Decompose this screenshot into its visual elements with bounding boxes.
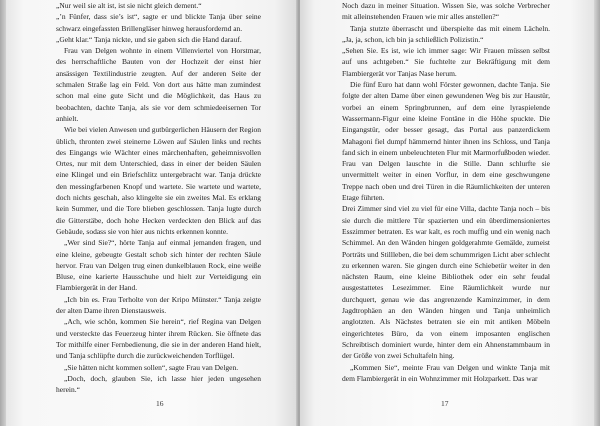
paragraph: „Sehen Sie. Es ist, wie ich immer sage: Wir Frauen müssen selbst auf uns achtgeben.“ Sie fuchtelte zur Bekräftigung mit dem Flambiergerät vor Tanjas Nase herum. — [342, 46, 550, 78]
page-number-right: 17 — [441, 399, 449, 408]
paragraph: „Nur weil sie alt ist, ist sie nicht gleich dement.“ — [56, 1, 202, 10]
right-page — [300, 0, 594, 426]
paragraph: „Doch, doch, glauben Sie, ich lasse hier jeden ungesehen herein.“ — [56, 373, 261, 395]
paragraph: „Kommen Sie“, meinte Frau van Delgen und winkte Tanja mit dem Flambiergerät in ein Wohnzimmer mit Holzparkett. Das war — [342, 362, 550, 383]
paragraph: „’n Fünfer, dass sie’s ist“, sagte er und blickte Tanja über seine schwarz eingefassten Brillengläser hinweg herausfordernd an. — [56, 12, 261, 33]
paragraph: Frau van Delgen wohnte in einem Villenviertel von Horstmar, des herrschaftliche Bauten von der Hochzeit der einst hier ansässigen Textilindustrie zeugten. Auf der anderen Seite der schmalen Straße lag ein Feld. Von dort aus hätte man zumindest schon mal eine gute Sicht und die Möglichkeit, das Haus zu beobachten, dachte Tanja, als sie vor dem schmiedeeisernen Tor anhielt. — [56, 46, 261, 123]
paragraph: „Geht klar.“ Tanja nickte, und sie gaben sich die Hand darauf. — [56, 34, 242, 44]
paragraph: Wie bei vielen Anwesen und gutbürgerlichen Häusern der Region üblich, thronten zwei steinerne Löwen auf Säulen links und rechts des Eingangs wie Wächter eines märchenhaften, geheimnisvollen Ortes, nur mit dem Unterschied, dass in einer der beiden Säulen eine Klingel und ein Briefschlitz untergebracht war. Tanja drückte den messingfarbenen Knopf und wartete. Sie wartete und wartete, doch nichts geschah, also klingelte sie ein zweites Mal. Es erklang kein Summer, und die Tore blieben geschlossen. Tanja lugte durch die Gitterstäbe, doch hohe Hecken verdeckten den Blick auf das Gebäude, sodass sie von hier aus nichts erkennen konnte. — [56, 125, 262, 236]
paragraph: „Wer sind Sie?“, hörte Tanja auf einmal jemanden fragen, und eine kleine, gebeugte Gestalt schob sich hinter der rechten Säule hervor. Frau van Delgen trug einen dunkelblauen Rock, eine weiße Bluse, eine karierte Hausschuhe und hielt zur Verteidigung ein Flambiergerät in der Hand. — [56, 238, 261, 293]
paragraph: „Sie hätten nicht kommen sollen“, sagte Frau van Delgen. — [64, 362, 239, 372]
left-page — [6, 0, 298, 426]
left-page-text — [56, 0, 261, 395]
paragraph: Drei Zimmer sind viel zu viel für eine Villa, dachte Tanja noch – bis sie durch die mittlere Tür spazierten und ein überdimensioniertes Esszimmer betraten. Es war kalt, es roch muffig und ein wenig nach Schimmel. An den Wänden hingen goldgerahmte Gemälde, zumeist Porträts und Stillleben, die bei dem schummrigen Licht aber schlecht zu erkennen waren. Sie gingen durch eine Schiebetür weiter in den nächsten Raum, eine kleine Bibliothek oder ein sehr feudal ausgestattetes Lesezimmer. Eine Räumlichkeit wurde nur durchquert, genau wie das angrenzende Kaminzimmer, in dem Jagdtrophäen an den Wänden hingen und Tanja unheimlich anglotzten. Als Nächstes betraten sie ein mit antiken Möbeln eingerichtetes Büro, da von einem imposanten englischen Schreibtisch dominiert wurde, hinter dem ein Ahnenstammbaum in der Größe von zwei Schultafeln hing. — [342, 204, 550, 361]
book-edge-right — [594, 0, 600, 426]
paragraph: „Ich bin es. Frau Terholte von der Kripo Münster.“ Tanja zeigte der alten Dame ihren Dienstausweis. — [56, 294, 261, 316]
paragraph: Die fünf Euro hat dann wohl Förster gewonnen, dachte Tanja. Sie folgte der alten Dame über einen gewundenen Weg bis zur Haustür, vorbei an einem Springbrunnen, auf dem eine lyraspielende Wassermann-Figur eine kleine Fontäne in die Höhe spuckte. Die Eingangstür, oder besser gesagt, das Portal aus panzerdickem Mahagoni fiel dumpf hämmernd hinter ihnen ins Schloss, und Tanja fand sich in einem unbeleuchteten Flur mit Marmorfußboden wieder. Frau van Delgen lauschte in die Stille. Dann schlurfte sie unvermittelt weiter in einen Vorflur, in dem eine geschwungene Treppe nach oben und drei Türen in die Räumlichkeiten der unteren Etage führten. — [342, 80, 550, 203]
paragraph: Noch dazu in meiner Situation. Wissen Sie, was solche Verbrecher mit alleinstehenden Frauen wie mir alles anstellen?“ — [342, 1, 550, 22]
paragraph: „Ach, wie schön, kommen Sie herein“, rief Regina van Delgen und versteckte das Feuerzeug hinter ihrem Rücken. Sie öffnete das Tor mithilfe einer Fernbedienung, die sie in der anderen Hand hielt, und Tanja schlüpfte durch die zurückweichenden Torflügel. — [56, 317, 261, 361]
paragraph: Tanja stutzte überrascht und überspielte das mit einem Lächeln. „Ja, ja, schon, ich bin ja schließlich Polizistin.“ — [342, 23, 550, 44]
page-number-left: 16 — [156, 399, 164, 408]
right-page-text — [342, 0, 550, 384]
